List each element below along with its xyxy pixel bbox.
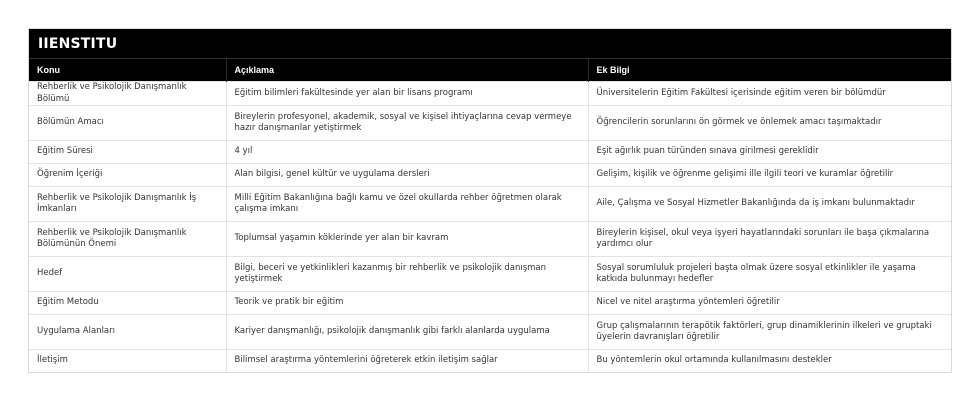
table-header-row: [29, 59, 951, 82]
column-header-konu: Konu: [29, 59, 226, 82]
cell-konu: Rehberlik ve Psikolojik Danışmanlık İş İmkanları: [29, 187, 226, 222]
cell-konu: Eğitim Süresi: [29, 141, 226, 164]
cell-konu: Rehberlik ve Psikolojik Danışmanlık Bölümü: [29, 82, 226, 106]
table-row: [29, 292, 951, 315]
cell-ek-bilgi: Grup çalışmalarının terapötik faktörleri, grup dinamiklerinin ilkeleri ve gruptaki üyelerin davranışları öğretilir: [588, 315, 951, 350]
table-card: [28, 28, 952, 373]
table-row: [29, 82, 951, 106]
cell-ek-bilgi: Nicel ve nitel araştırma yöntemleri öğretilir: [588, 292, 951, 315]
table-row: [29, 315, 951, 350]
cell-ek-bilgi: Aile, Çalışma ve Sosyal Hizmetler Bakanlığında da iş imkanı bulunmaktadır: [588, 187, 951, 222]
cell-aciklama: Alan bilgisi, genel kültür ve uygulama dersleri: [226, 164, 588, 187]
table-row: [29, 257, 951, 292]
table-row: [29, 164, 951, 187]
cell-konu: Eğitim Metodu: [29, 292, 226, 315]
cell-ek-bilgi: Eşit ağırlık puan türünden sınava girilmesi gereklidir: [588, 141, 951, 164]
cell-aciklama: Milli Eğitim Bakanlığına bağlı kamu ve özel okullarda rehber öğretmen olarak çalışma imkanı: [226, 187, 588, 222]
cell-aciklama: 4 yıl: [226, 141, 588, 164]
cell-aciklama: Eğitim bilimleri fakültesinde yer alan bir lisans programı: [226, 82, 588, 106]
cell-ek-bilgi: Bu yöntemlerin okul ortamında kullanılmasını destekler: [588, 350, 951, 373]
cell-ek-bilgi: Öğrencilerin sorunlarını ön görmek ve önlemek amacı taşımaktadır: [588, 106, 951, 141]
column-header-ek-bilgi: Ek Bilgi: [588, 59, 951, 82]
brand-title: IIENSTITU: [29, 29, 951, 58]
cell-konu: Rehberlik ve Psikolojik Danışmanlık Bölümünün Önemi: [29, 222, 226, 257]
cell-ek-bilgi: Gelişim, kişilik ve öğrenme gelişimi ille ilgili teori ve kuramlar öğretilir: [588, 164, 951, 187]
cell-aciklama: Bilgi, beceri ve yetkinlikleri kazanmış bir rehberlik ve psikolojik danışman yetiştirmek: [226, 257, 588, 292]
cell-konu: Uygulama Alanları: [29, 315, 226, 350]
table-row: [29, 187, 951, 222]
table-row: [29, 106, 951, 141]
cell-ek-bilgi: Sosyal sorumluluk projeleri başta olmak üzere sosyal etkinlikler ile yaşama katkıda bulunmayı hedefler: [588, 257, 951, 292]
cell-aciklama: Toplumsal yaşamın köklerinde yer alan bir kavram: [226, 222, 588, 257]
cell-ek-bilgi: Bireylerin kişisel, okul veya işyeri hayatlarındaki sorunları ile başa çıkmalarına yardımcı olur: [588, 222, 951, 257]
cell-aciklama: Teorik ve pratik bir eğitim: [226, 292, 588, 315]
cell-aciklama: Bilimsel araştırma yöntemlerini öğreterek etkin iletişim sağlar: [226, 350, 588, 373]
cell-konu: Hedef: [29, 257, 226, 292]
cell-ek-bilgi: Üniversitelerin Eğitim Fakültesi içerisinde eğitim veren bir bölümdür: [588, 82, 951, 106]
cell-aciklama: Bireylerin profesyonel, akademik, sosyal ve kişisel ihtiyaçlarına cevap vermeye hazır danışmanlar yetiştirmek: [226, 106, 588, 141]
cell-aciklama: Kariyer danışmanlığı, psikolojik danışmanlık gibi farklı alanlarda uygulama: [226, 315, 588, 350]
table-row: [29, 222, 951, 257]
column-header-aciklama: Açıklama: [226, 59, 588, 82]
table-row: [29, 141, 951, 164]
cell-konu: İletişim: [29, 350, 226, 373]
table-row: [29, 350, 951, 373]
info-table: [29, 58, 951, 372]
cell-konu: Öğrenim İçeriği: [29, 164, 226, 187]
cell-konu: Bölümün Amacı: [29, 106, 226, 141]
